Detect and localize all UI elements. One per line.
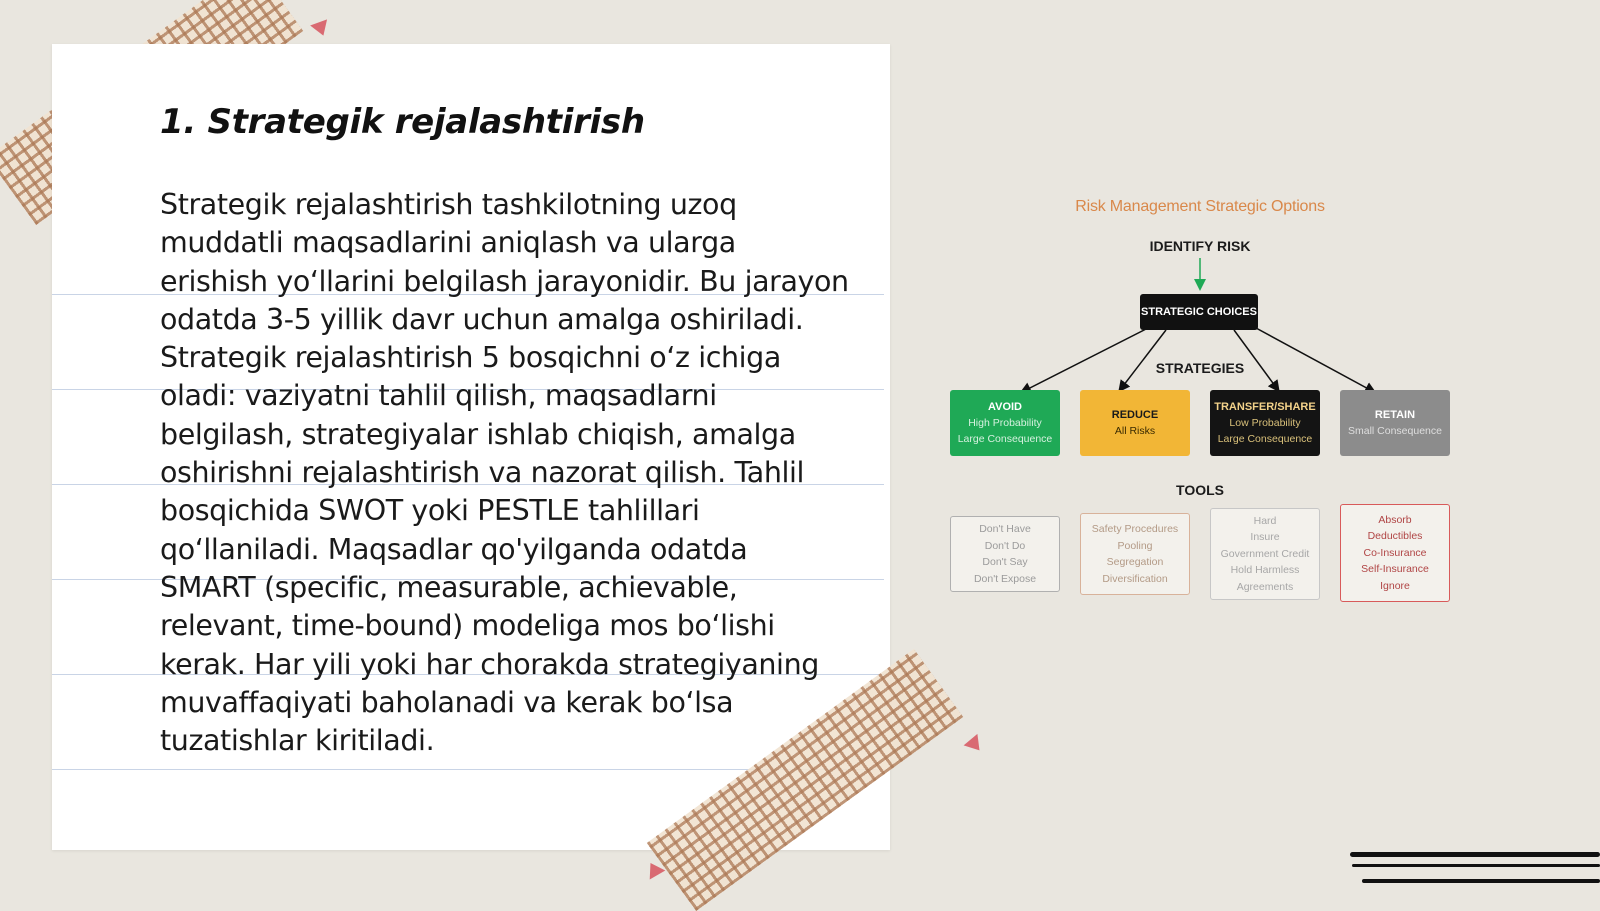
strategy-name: AVOID [987, 401, 1023, 413]
tool-box-reduce [1080, 513, 1190, 595]
strategy-detail: High Probability [968, 417, 1042, 429]
strategy-detail: All Risks [1114, 425, 1156, 437]
tool-item: Diversification [1102, 572, 1168, 585]
tool-item: Don't Do [984, 539, 1026, 552]
strategy-name: TRANSFER/SHARE [1214, 401, 1316, 413]
tool-box-transfer [1210, 508, 1320, 600]
tool-item: Hard [1253, 514, 1277, 527]
strategies-label: STRATEGIES [1155, 360, 1245, 376]
tool-item: Don't Say [982, 556, 1028, 568]
risk-management-diagram [940, 190, 1460, 610]
tool-item: Insure [1250, 531, 1280, 544]
pin-icon [964, 734, 987, 756]
tool-box-retain [1340, 504, 1450, 602]
brush-stroke [1352, 864, 1600, 867]
strategy-detail: Low Probability [1229, 417, 1301, 429]
brush-stroke [1350, 852, 1600, 857]
tool-item: Pooling [1117, 539, 1153, 552]
tool-item: Safety Procedures [1091, 523, 1179, 535]
tool-item: Absorb [1378, 513, 1412, 526]
strategy-name: REDUCE [1111, 409, 1159, 421]
tool-item: Co-Insurance [1363, 546, 1427, 559]
strategy-detail: Large Consequence [957, 433, 1053, 445]
diagram-title: Risk Management Strategic Options [1075, 198, 1325, 215]
tool-item: Agreements [1236, 580, 1294, 593]
tool-item: Hold Harmless [1230, 564, 1300, 577]
brush-stroke [1362, 879, 1600, 883]
tool-item: Don't Have [979, 523, 1031, 535]
strategy-reduce-box [1080, 390, 1190, 456]
pin-icon [310, 19, 332, 38]
tool-item: Ignore [1380, 579, 1410, 592]
tool-box-avoid [950, 516, 1060, 592]
tool-item: Segregation [1106, 556, 1164, 568]
tool-item: Don't Expose [973, 572, 1037, 585]
strategy-name: RETAIN [1374, 409, 1416, 421]
strategic-choices-box: STRATEGIC CHOICES [1140, 294, 1258, 330]
tool-item: Self-Insurance [1361, 563, 1429, 576]
strategy-transfer-box [1210, 390, 1320, 456]
identify-risk-label: IDENTIFY RISK [1149, 238, 1251, 254]
strategy-detail: Small Consequence [1348, 425, 1442, 437]
tools-label: TOOLS [1176, 482, 1224, 498]
strategy-avoid-box [950, 390, 1060, 456]
slide-title: 1. Strategik rejalashtirish [160, 102, 645, 142]
tool-item: Government Credit [1220, 547, 1310, 560]
tool-item: Deductibles [1367, 530, 1423, 543]
strategy-retain-box [1340, 390, 1450, 456]
slide-body-text: Strategik rejalashtirish tashkilotning uzoq muddatli maqsadlarini aniqlash va ularga erishish yo‘llarini belgilash jarayonidir. Bu jarayon odatda 3-5 yillik davr uchun amalga oshiriladi. Strategik rejalashtirish 5 bosqichni o‘z ichiga oladi: vaziyatni tahlil qilish, maqsadlarni belgilash, strategiyalar ishlab chiqish, amalga oshirishni rejalashtirish va nazorat qilish. Tahlil bosqichida SWOT yoki PESTLE tahlillari qo‘llaniladi. Maqsadlar qo'yilganda odatda SMART (specific, measurable, achievable, relevant, time-bound) modeliga mos bo‘lishi kerak. Har yili yoki har chorakda strategiyaning muvaffaqiyati baholanadi va kerak bo‘lsa tuzatishlar kiritiladi. [160, 188, 849, 758]
strategy-detail: Large Consequence [1217, 433, 1313, 445]
